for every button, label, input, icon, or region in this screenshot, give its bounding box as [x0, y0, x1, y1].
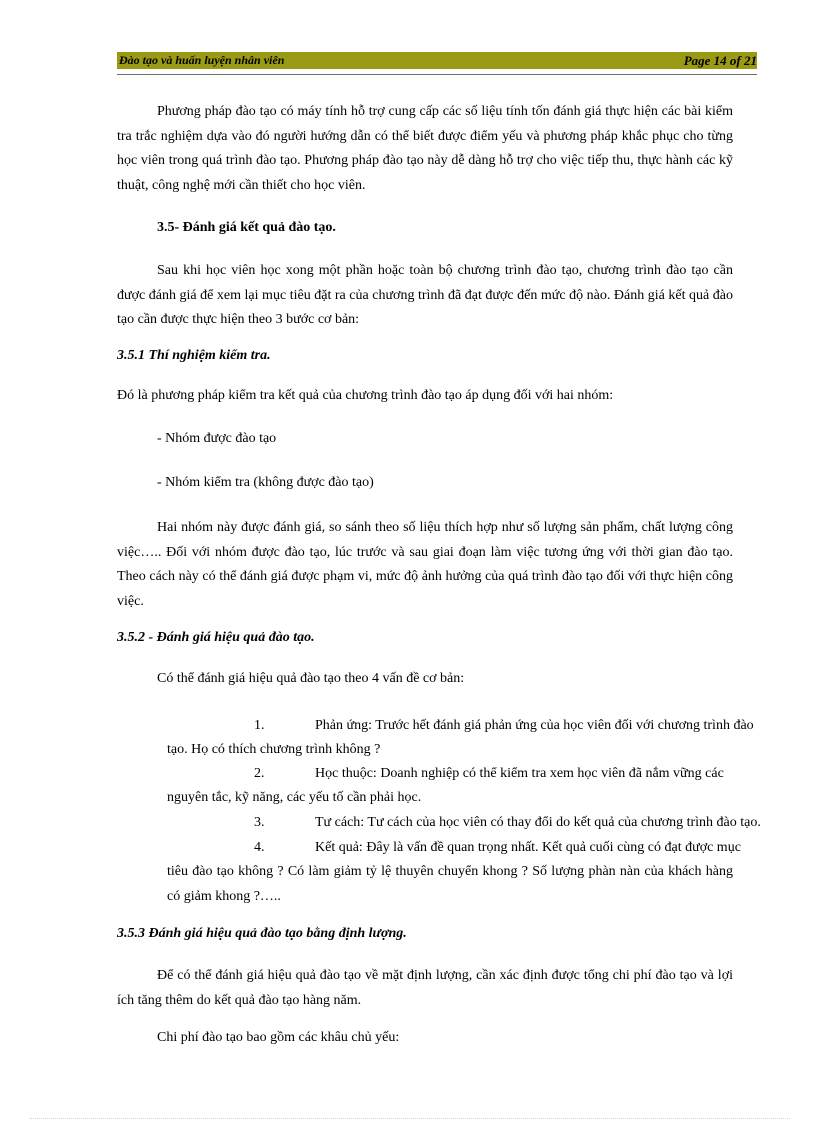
- list-text-rest: tạo. Họ có thích chương trình không ?: [167, 742, 381, 757]
- paragraph-intro: Phương pháp đào tạo có máy tính hỗ trợ cung cấp các số liệu tính tốn đánh giá thực hiện các bài kiểm tra trắc nghiệm dựa vào đó người hướng dẫn có thể biết được điểm yếu và phương pháp khắc phục cho từng học viên trong quá trình đào tạo. Phương pháp đào tạo này dễ dàng hỗ trợ cho việc tiếp thu, thực hành các kỹ thuật, công nghệ mới cần thiết cho học viên.: [117, 104, 733, 193]
- paragraph-costs: Chi phí đào tạo bao gồm các khâu chủ yếu:: [157, 1030, 400, 1045]
- heading-3-5-2: 3.5.2 - Đánh giá hiệu quả đào tạo.: [117, 630, 315, 645]
- list-number: 4.: [254, 840, 265, 855]
- paragraph-four-issues: Có thể đánh giá hiệu quả đào tạo theo 4 vấn đề cơ bản:: [157, 671, 465, 686]
- heading-3-5-3: 3.5.3 Đánh giá hiệu quả đào tạo bằng định lượng.: [117, 926, 407, 941]
- bullet-trained-group: - Nhóm được đào tạo: [157, 431, 277, 446]
- list-text-first: Phản ứng: Trước hết đánh giá phản ứng của học viên đối với chương trình đào: [315, 718, 754, 733]
- list-text-first: Tư cách: Tư cách của học viên có thay đổi do kết quả của chương trình đào tạo.: [315, 815, 761, 830]
- list-text-rest: tiêu đào tạo không ? Có làm giảm tỷ lệ thuyên chuyển khong ? Số lượng phàn nàn của khách hàng có giảm khong ?…..: [167, 864, 733, 904]
- heading-3-5-1: 3.5.1 Thí nghiệm kiểm tra.: [117, 348, 271, 363]
- heading-3-5: 3.5- Đánh giá kết quả đào tạo.: [157, 220, 336, 235]
- page-bottom-border: [30, 1118, 790, 1119]
- paragraph-comparison: Hai nhóm này được đánh giá, so sánh theo số liệu thích hợp như số lượng sản phẩm, chất lượng công việc….. Đối với nhóm được đào tạo, lúc trước và sau giai đoạn làm việc tương ứng với thời gian đào tạo. Theo cách này có thể đánh giá được phạm vi, mức độ ảnh hưởng của quá trình đào tạo đối với thực hiện công việc.: [117, 520, 733, 609]
- list-number: 3.: [254, 815, 265, 830]
- paragraph-evaluation: Sau khi học viên học xong một phần hoặc toàn bộ chương trình đào tạo, chương trình đào tạo cần được đánh giá để xem lại mục tiêu đặt ra của chương trình đã đạt được đến mức độ nào. Đánh giá kết quả đào tạo cần được thực hiện theo 3 bước cơ bản:: [117, 263, 733, 327]
- page-number: Page 14 of 21: [683, 52, 757, 68]
- list-text-first: Học thuộc: Doanh nghiệp có thể kiểm tra xem học viên đã nắm vững các: [315, 766, 724, 781]
- list-text-first: Kết quả: Đây là vấn đề quan trọng nhất. Kết quả cuối cùng có đạt được mục: [315, 840, 741, 855]
- list-text-rest: nguyên tắc, kỹ năng, các yếu tố cần phải học.: [167, 790, 422, 805]
- list-number: 1.: [254, 718, 265, 733]
- document-title: Đào tạo và huấn luyện nhân viên: [119, 53, 285, 67]
- page-header: [117, 52, 757, 69]
- header-rule: [117, 74, 757, 75]
- list-number: 2.: [254, 766, 265, 781]
- paragraph-method: Đó là phương pháp kiểm tra kết quả của chương trình đào tạo áp dụng đối với hai nhóm:: [117, 388, 614, 403]
- bullet-control-group: - Nhóm kiểm tra (không được đào tạo): [157, 475, 374, 490]
- paragraph-quantitative: Để có thể đánh giá hiệu quả đào tạo về mặt định lượng, cần xác định được tổng chi phí đào tạo và lợi ích tăng thêm do kết quả đào tạo hàng năm.: [117, 968, 733, 1008]
